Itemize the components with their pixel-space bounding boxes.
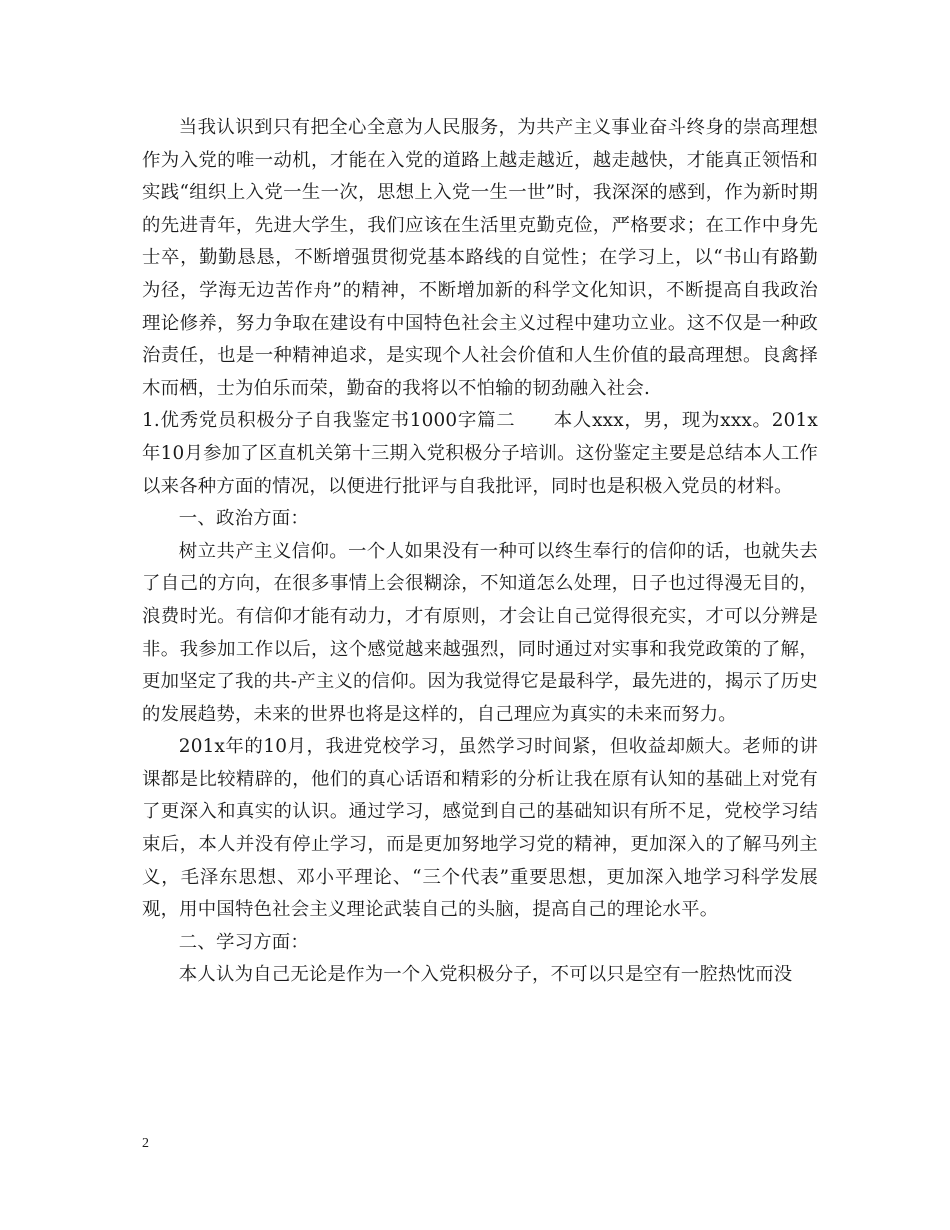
page-number: 2 bbox=[142, 1136, 149, 1151]
paragraph-intro: 当我认识到只有把全心全意为人民服务，为共产主义事业奋斗终身的崇高理想作为入党的唯一动机，才能在入党的道路上越走越近，越走越快，才能真正领悟和实践“组织上入党一生一次，思想上入党一生一世”时，我深深的感到，作为新时期的先进青年，先进大学生，我们应该在生活里克勤克俭，严格要求；在工作中身先士卒，勤勤恳恳，不断增强贯彻党基本路线的自觉性；在学习上，以“书山有路勤为径，学海无边苦作舟”的精神，不断增加新的科学文化知识，不断提高自我政治理论修养，努力争取在建设有中国特色社会主义过程中建功立业。这不仅是一种政治责任，也是一种精神追求，是实现个人社会价值和人生价值的最高理想。良禽择木而栖，士为伯乐而荣，勤奋的我将以不怕输的韧劲融入社会. bbox=[142, 117, 818, 399]
document-body bbox=[142, 112, 818, 992]
heading-study: 二、学习方面： bbox=[178, 931, 309, 953]
paragraph-section-title: 1.优秀党员积极分子自我鉴定书1000字篇二 本人xxx，男，现为xxx。201x年10月参加了区直机关第十三期入党积极分子培训。这份鉴定主要是总结本人工作以来各种方面的情况，以便进行批评与自我批评，同时也是积极入党员的材料。 bbox=[142, 410, 818, 497]
paragraph-politics: 树立共产主义信仰。一个人如果没有一种可以终生奉行的信仰的话，也就失去了自己的方向，在很多事情上会很糊涂，不知道怎么处理，日子也过得漫无目的，浪费时光。有信仰才能有动力，才有原则，才会让自己觉得很充实，才可以分辨是非。我参加工作以后，这个感觉越来越强烈，同时通过对实事和我党政策的了解，更加坚定了我的共-产主义的信仰。因为我觉得它是最科学，最先进的，揭示了历史的发展趋势，未来的世界也将是这样的，自己理应为真实的未来而努力。 bbox=[142, 540, 818, 725]
paragraph-study: 本人认为自己无论是作为一个入党积极分子，不可以只是空有一腔热忱而没 bbox=[178, 964, 793, 986]
heading-politics: 一、政治方面： bbox=[178, 508, 309, 530]
paragraph-party-school: 201x年的10月，我进党校学习，虽然学习时间紧，但收益却颇大。老师的讲课都是比较精辟的，他们的真心话语和精彩的分析让我在原有认知的基础上对党有了更深入和真实的认识。通过学习，感觉到自己的基础知识有所不足，党校学习结束后，本人并没有停止学习，而是更加努地学习党的精神，更加深入的了解马列主义，毛泽东思想、邓小平理论、“三个代表”重要思想，更加深入地学习科学发展观，用中国特色社会主义理论武装自己的头脑，提高自己的理论水平。 bbox=[142, 736, 818, 921]
